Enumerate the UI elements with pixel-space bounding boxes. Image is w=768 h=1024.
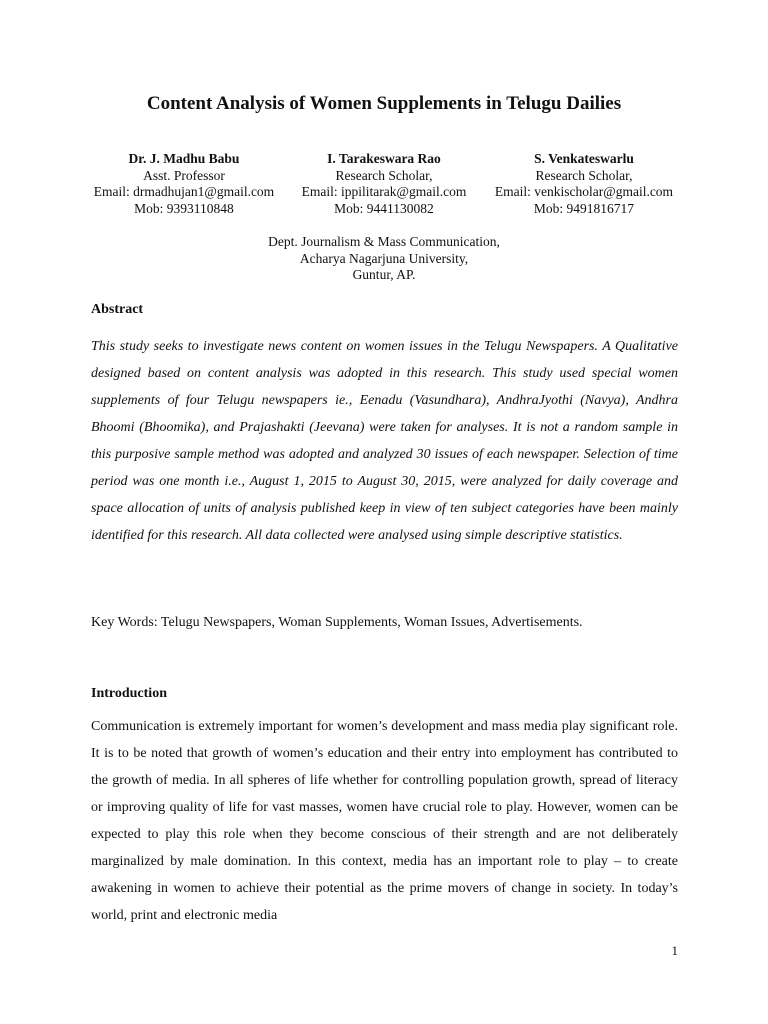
affiliation-university: Acharya Nagarjuna University, [299,250,469,266]
introduction-body: Communication is extremely important for women’s development and mass media play significant role. It is to be noted that growth of women’s education and their entry into employment has contributed to the growth of media. In all spheres of life whether for controlling population growth, spread of literacy or improving quality of life for vast masses, women have crucial role to play. However, women can be expected to play this role when they become conscious of their strength and are not deliberately marginalized by male domination. In this context, media has an important role to play – to create awakening in women to achieve their potential as the prime movers of change in society. In today’s world, print and electronic media [91,719,678,923]
affiliation-department: Dept. Journalism & Mass Communication, [268,234,500,249]
author-mobile: Mob: 9491816717 [533,200,635,216]
page-number: 1 [671,943,678,958]
keywords: Key Words: Telugu Newspapers, Woman Supplements, Woman Issues, Advertisements. [91,615,583,630]
affiliation [0,234,768,284]
author-role: Research Scholar, [535,167,633,183]
author-name: S. Venkateswarlu [534,151,634,166]
author-3 [459,151,709,217]
author-email: Email: ippilitarak@gmail.com [301,184,467,199]
abstract-heading: Abstract [91,302,144,317]
paper-title: Content Analysis of Women Supplements in Telugu Dailies [146,93,622,114]
author-name: I. Tarakeswara Rao [327,151,441,166]
author-name: Dr. J. Madhu Babu [128,151,240,166]
abstract-body: This study seeks to investigate news content on women issues in the Telugu Newspapers. A Qualitative designed based on content analysis was adopted in this research. This study used special women supplements of four Telugu newspapers ie., Eenadu (Vasundhara), AndhraJyothi (Navya), Andhra Bhoomi (Bhoomika), and Prajashakti (Jeevana) were taken for analyses. It is not a random sample in this purposive sample method was adopted and analyzed 30 issues of each newspaper. Selection of time period was one month i.e., August 1, 2015 to August 30, 2015, were analyzed for daily coverage and space allocation of units of analysis published keep in view of ten subject categories have been mainly identified for this research. All data collected were analysed using simple descriptive statistics. [91,339,678,543]
author-email: Email: drmadhujan1@gmail.com [93,184,275,199]
author-role: Asst. Professor [143,167,225,183]
author-email: Email: venkischolar@gmail.com [494,184,674,199]
author-mobile: Mob: 9393110848 [134,200,234,216]
author-mobile: Mob: 9441130082 [334,200,434,216]
affiliation-location: Guntur, AP. [352,267,416,282]
author-role: Research Scholar, [335,167,433,183]
introduction-heading: Introduction [91,686,167,701]
